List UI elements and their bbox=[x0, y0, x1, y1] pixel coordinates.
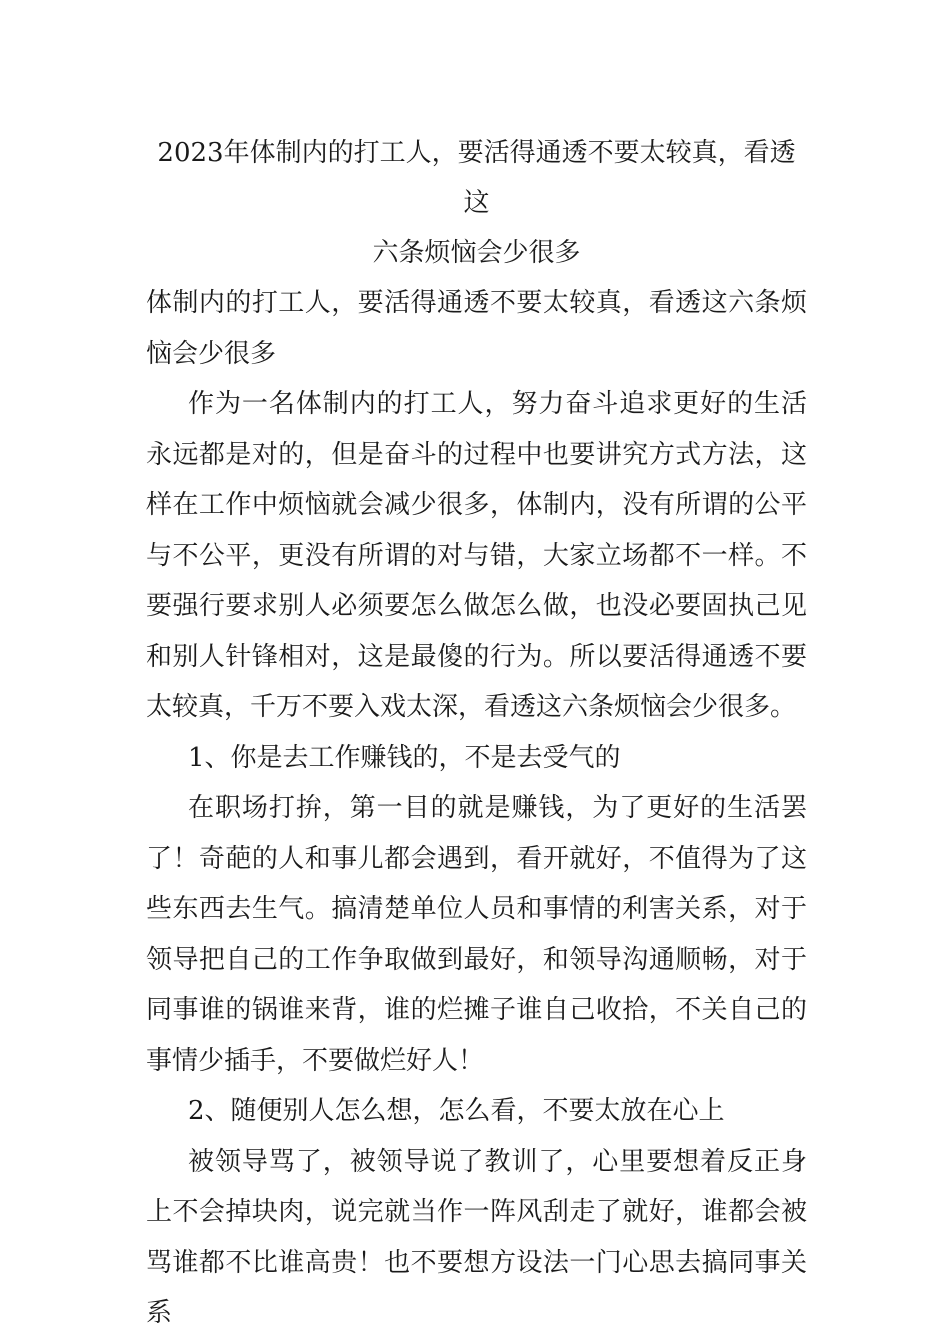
title-line-2: 六条烦恼会少很多 bbox=[372, 238, 581, 268]
title-line-1: 2023年体制内的打工人，要活得通透不要太较真，看透这 bbox=[157, 138, 796, 218]
document-title bbox=[146, 128, 807, 278]
section-heading-1: 1、你是去工作赚钱的，不是去受气的 bbox=[188, 742, 621, 773]
subtitle-paragraph: 体制内的打工人，要活得通透不要太较真，看透这六条烦恼会少很多 bbox=[146, 288, 807, 369]
section-body-1: 在职场打拚，第一目的就是赚钱，为了更好的生活罢了！奇葩的人和事儿都会遇到，看开就好，不值得为了这些东西去生气。搞清楚单位人员和事情的利害关系，对于领导把自己的工作争取做到最好，和领导沟通顺畅，对于同事谁的锅谁来背，谁的烂摊子谁自己收拾，不关自己的事情少插手，不要做烂好人！ bbox=[146, 793, 807, 1076]
section-body-2: 被领导骂了，被领导说了教训了，心里要想着反正身上不会掉块肉，说完就当作一阵风刮走了就好，谁都会被骂谁都不比谁高贵！也不要想方设法一门心思去搞同事关系 bbox=[146, 1146, 807, 1328]
section-heading-2: 2、随便别人怎么想，怎么看，不要太放在心上 bbox=[188, 1096, 725, 1126]
intro-paragraph: 作为一名体制内的打工人，努力奋斗追求更好的生活永远都是对的，但是奋斗的过程中也要讲究方式方法，这样在工作中烦恼就会减少很多，体制内，没有所谓的公平与不公平，更没有所谓的对与错，大家立场都不一样。不要强行要求别人必须要怎么做怎么做，也没必要固执己见和别人针锋相对，这是最傻的行为。所以要活得通透不要太较真，千万不要入戏太深，看透这六条烦恼会少很多。 bbox=[146, 389, 807, 722]
